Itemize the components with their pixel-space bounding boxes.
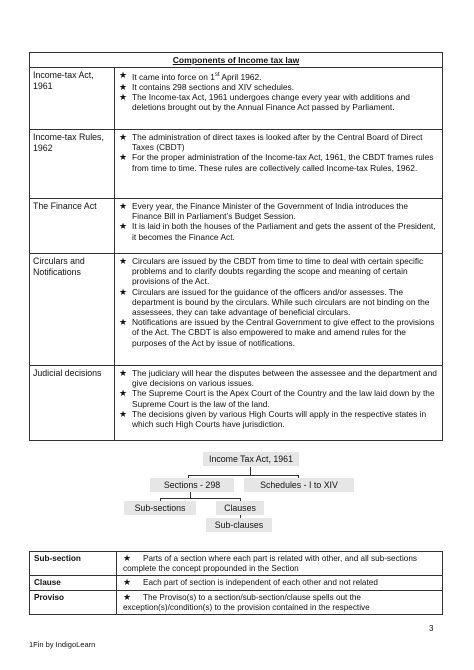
list-item: ★ The Income-tax Act, 1961 undergoes change every year with additions and deletions brought out by the Annual Finance Act passed by Parliament. [119, 92, 410, 113]
connector-line [188, 475, 298, 476]
definition-term: Clause [30, 576, 117, 591]
star-bullet-icon: ★ [119, 221, 128, 232]
star-bullet-icon: ★ [119, 132, 128, 142]
row-label: Circulars and Notifications [30, 254, 115, 366]
star-bullet-icon: ★ [123, 592, 132, 602]
node-clauses: Clauses [216, 501, 264, 515]
star-bullet-icon: ★ [119, 152, 128, 163]
star-bullet-icon: ★ [119, 82, 128, 92]
list-item: ★ For the proper administration of the Income-tax Act, 1961, the CBDT frames rules from time to time. These rules are collectively called Income-tax Rules, 1962. [119, 152, 434, 173]
footer-brand: 1Fin by IndigoLearn [29, 640, 96, 649]
row-label: Judicial decisions [30, 366, 115, 441]
connector-line [160, 498, 240, 499]
row-label: Income-tax Rules, 1962 [30, 130, 115, 199]
definition-term: Proviso [30, 591, 117, 615]
star-bullet-icon: ★ [119, 201, 128, 211]
node-income-tax-act: Income Tax Act, 1961 [203, 452, 299, 466]
table-heading: Components of Income tax law [30, 53, 443, 68]
star-bullet-icon: ★ [119, 388, 128, 399]
star-bullet-icon: ★ [119, 92, 128, 103]
star-bullet-icon: ★ [119, 256, 128, 266]
list-item: ★ Circulars are issued for the guidance of the officers and/or assesses. The department is bound by the circulars. While such circulars are not binding on the assessees, they can take advantage of beneficial circulars. [119, 286, 430, 318]
table-row [30, 552, 443, 576]
star-bullet-icon: ★ [119, 70, 128, 80]
list-item: ★ It is laid in both the houses of the Parliament and gets the assent of the President, it becomes the Finance Act. [119, 221, 436, 242]
definition-text: ★ Each part of section is independent of each other and not related [117, 576, 443, 591]
list-item: ★ The administration of direct taxes is looked after by the Central Board of Direct Taxes (CBDT) [119, 132, 423, 153]
star-bullet-icon: ★ [123, 577, 132, 587]
list-item: ★ It came into force on 1st April 1962. [119, 70, 262, 82]
definitions-table [29, 551, 443, 615]
list-item: ★ It contains 298 sections and XIV schedules. [119, 82, 295, 92]
list-item: ★ The decisions given by various High Courts will apply in the respective states in which such High Courts have jurisdiction. [119, 408, 427, 430]
list-item: ★ Notifications are issued by the Central Government to give effect to the provisions of the Act. The CBDT is also empowered to make and amend rules for the purposes of the Act by issue of notifications. [119, 317, 435, 348]
definition-text: ★ Parts of a section where each part is related with other, and all sub-sections complete the concept propounded in the Section [117, 552, 443, 576]
table-row [30, 576, 443, 591]
list-item: ★ Every year, the Finance Minister of the Government of India introduces the Finance Bill in Parliament’s Budget Session. [119, 201, 409, 222]
row-label: The Finance Act [30, 199, 115, 254]
list-item: ★ Circulars are issued by the CBDT from time to time to deal with certain specific problems and to clarify doubts regarding the scope and meaning of certain provisions of the Act. [119, 256, 424, 287]
row-label: Income-tax Act, 1961 [30, 68, 115, 130]
node-sections: Sections - 298 [150, 478, 234, 492]
connector-line [250, 467, 251, 475]
table-row [30, 591, 443, 615]
definition-term: Sub-section [30, 552, 117, 576]
page-number: 3 [429, 624, 434, 633]
definition-text: ★ The Proviso(s) to a section/sub-section/clause spells out the exception(s)/condition(s) to the provision contained in the respective [117, 591, 443, 615]
node-sub-clauses: Sub-clauses [206, 518, 272, 532]
star-bullet-icon: ★ [119, 286, 128, 297]
list-item: ★ The judiciary will hear the disputes between the assessee and the department and give decisions on various issues. [119, 368, 437, 389]
node-sub-sections: Sub-sections [124, 501, 196, 515]
star-bullet-icon: ★ [119, 368, 128, 378]
star-bullet-icon: ★ [123, 553, 132, 563]
star-bullet-icon: ★ [119, 408, 128, 419]
star-bullet-icon: ★ [119, 317, 128, 328]
node-schedules: Schedules - I to XIV [244, 478, 354, 492]
list-item: ★ The Supreme Court is the Apex Court of the Country and the law laid down by the Supreme Court is the law of the land. [119, 388, 435, 409]
